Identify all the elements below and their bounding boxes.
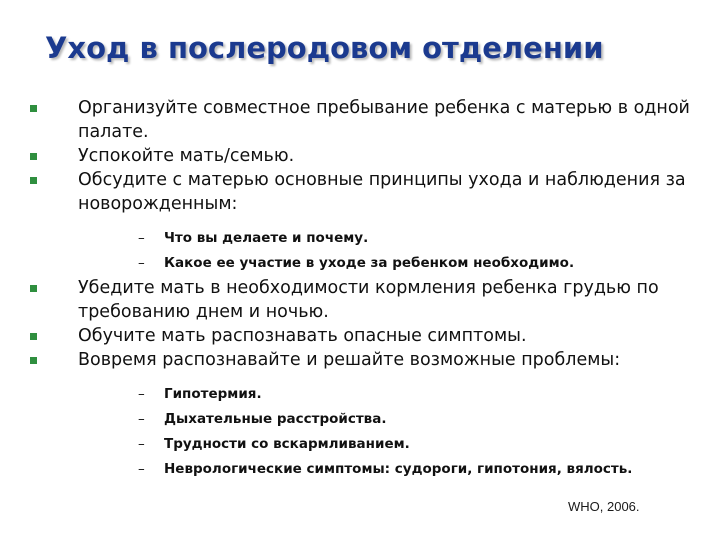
sub-list [78,382,694,482]
sub-item-text: Неврологические симптомы: судороги, гипотония, вялость. [164,461,633,477]
bullet-text: Вовремя распознавайте и решайте возможные проблемы: [78,350,621,370]
bullet-square-icon [30,153,37,160]
dash-icon: – [138,386,145,402]
bullet-square-icon [30,285,37,292]
dash-icon: – [138,255,145,271]
bullet-item [22,324,694,348]
bullet-square-icon [30,333,37,340]
sub-item [78,457,694,482]
bullet-text: Убедите мать в необходимости кормления ребенка грудью по требованию днем и ночью. [78,278,659,322]
sub-item [78,251,694,276]
bullet-text: Обсудите с матерью основные принципы ухода и наблюдения за новорожденным: [78,170,686,214]
bullet-text: Обучите мать распознавать опасные симптомы. [78,326,527,346]
sub-item [78,226,694,251]
bullet-square-icon [30,105,37,112]
bullet-item [22,348,694,482]
sub-item-text: Что вы делаете и почему. [164,230,369,246]
bullet-square-icon [30,357,37,364]
sub-item [78,382,694,407]
bullet-list [22,96,694,482]
bullet-square-icon [30,177,37,184]
bullet-text: Успокойте мать/семью. [78,146,295,166]
bullet-item [22,276,694,324]
dash-icon: – [138,411,145,427]
slide-title: Уход в послеродовом отделении [45,31,604,65]
dash-icon: – [138,436,145,452]
dash-icon: – [138,230,145,246]
source-citation: WHO, 2006. [568,499,640,514]
bullet-item [22,168,694,276]
dash-icon: – [138,461,145,477]
sub-item-text: Какое ее участие в уходе за ребенком необходимо. [164,255,575,271]
bullet-item [22,96,694,144]
sub-item-text: Дыхательные расстройства. [164,411,387,427]
bullet-item [22,144,694,168]
sub-item-text: Гипотермия. [164,386,262,402]
bullet-text: Организуйте совместное пребывание ребенка с матерью в одной палате. [78,98,690,142]
sub-item [78,432,694,457]
sub-item-text: Трудности со вскармливанием. [164,436,410,452]
sub-list [78,226,694,276]
sub-item [78,407,694,432]
